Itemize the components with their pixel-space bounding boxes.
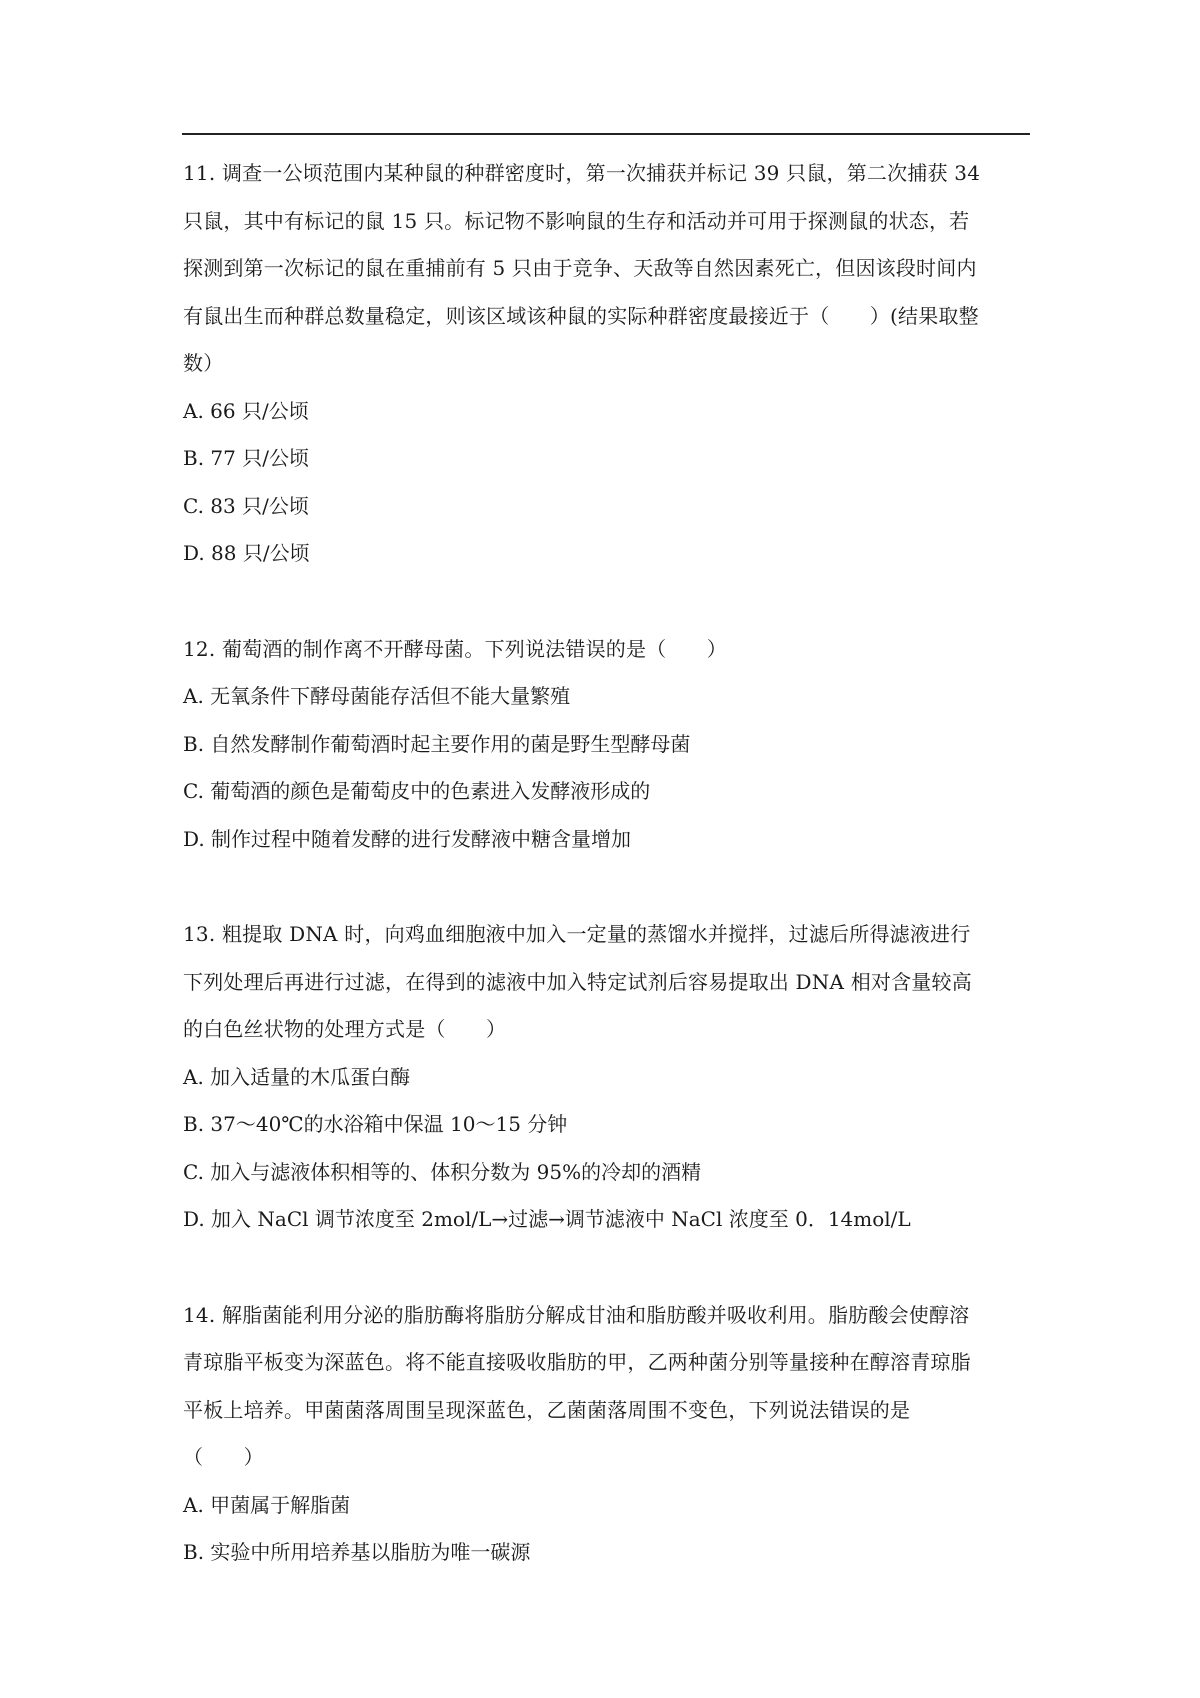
spacer bbox=[183, 1244, 1028, 1292]
stem-line: 有鼠出生而种群总数量稳定，则该区域该种鼠的实际种群密度最接近于（ ）(结果取整 bbox=[183, 303, 979, 328]
option-b: B. 77 只/公顷 bbox=[183, 446, 309, 470]
question-stem bbox=[183, 911, 1028, 1054]
question-13 bbox=[183, 911, 1028, 1244]
question-stem bbox=[183, 1292, 1028, 1482]
stem-line: 11. 调查一公顷范围内某种鼠的种群密度时，第一次捕获并标记 39 只鼠，第二次捕获 34 bbox=[183, 161, 981, 185]
stem-line: 的白色丝状物的处理方式是（ ） bbox=[183, 1017, 507, 1041]
option-c: C. 83 只/公顷 bbox=[183, 493, 309, 518]
option-a: A. 无氧条件下酵母菌能存活但不能大量繁殖 bbox=[183, 684, 571, 708]
option-d: D. 制作过程中随着发酵的进行发酵液中糖含量增加 bbox=[183, 826, 632, 851]
question-stem bbox=[183, 150, 1028, 388]
stem-line: 只鼠，其中有标记的鼠 15 只。标记物不影响鼠的生存和活动并可用于探测鼠的状态，若 bbox=[183, 208, 970, 233]
stem-line: 平板上培养。甲菌菌落周围呈现深蓝色，乙菌菌落周围不变色，下列说法错误的是 bbox=[183, 1397, 911, 1422]
stem-line: 数） bbox=[183, 351, 224, 375]
spacer bbox=[183, 578, 1028, 626]
option-a: A. 甲菌属于解脂菌 bbox=[183, 1492, 351, 1517]
page-content bbox=[183, 150, 1028, 1577]
option-c: C. 加入与滤液体积相等的、体积分数为 95%的冷却的酒精 bbox=[183, 1159, 702, 1184]
option-d: D. 加入 NaCl 调节浓度至 2mol/L→过滤→调节滤液中 NaCl 浓度至 0．14mol/L bbox=[183, 1207, 911, 1231]
stem-line: （ ） bbox=[183, 1445, 264, 1469]
stem-line: 12. 葡萄酒的制作离不开酵母菌。下列说法错误的是（ ） bbox=[183, 636, 727, 661]
option-d: D. 88 只/公顷 bbox=[183, 541, 310, 565]
question-11 bbox=[183, 150, 1028, 578]
stem-line: 探测到第一次标记的鼠在重捕前有 5 只由于竞争、天敌等自然因素死亡，但因该段时间内 bbox=[183, 256, 977, 280]
option-a: A. 66 只/公顷 bbox=[183, 398, 309, 423]
option-a: A. 加入适量的木瓜蛋白酶 bbox=[183, 1064, 411, 1089]
stem-line: 14. 解脂菌能利用分泌的脂肪酶将脂肪分解成甘油和脂肪酸并吸收利用。脂肪酸会使醇溶 bbox=[183, 1302, 970, 1327]
header-rule bbox=[182, 133, 1030, 135]
option-b: B. 自然发酵制作葡萄酒时起主要作用的菌是野生型酵母菌 bbox=[183, 731, 691, 756]
question-stem bbox=[183, 626, 1028, 674]
option-b: B. 37～40℃的水浴箱中保温 10～15 分钟 bbox=[183, 1112, 568, 1136]
stem-line: 下列处理后再进行过滤，在得到的滤液中加入特定试剂后容易提取出 DNA 相对含量较高 bbox=[183, 969, 972, 994]
question-12 bbox=[183, 626, 1028, 864]
option-c: C. 葡萄酒的颜色是葡萄皮中的色素进入发酵液形成的 bbox=[183, 779, 651, 803]
option-b: B. 实验中所用培养基以脂肪为唯一碳源 bbox=[183, 1540, 531, 1564]
stem-line: 青琼脂平板变为深蓝色。将不能直接吸收脂肪的甲，乙两种菌分别等量接种在醇溶青琼脂 bbox=[183, 1350, 971, 1374]
stem-line: 13. 粗提取 DNA 时，向鸡血细胞液中加入一定量的蒸馏水并搅拌，过滤后所得滤液进行 bbox=[183, 922, 971, 946]
spacer bbox=[183, 863, 1028, 911]
question-14 bbox=[183, 1292, 1028, 1577]
